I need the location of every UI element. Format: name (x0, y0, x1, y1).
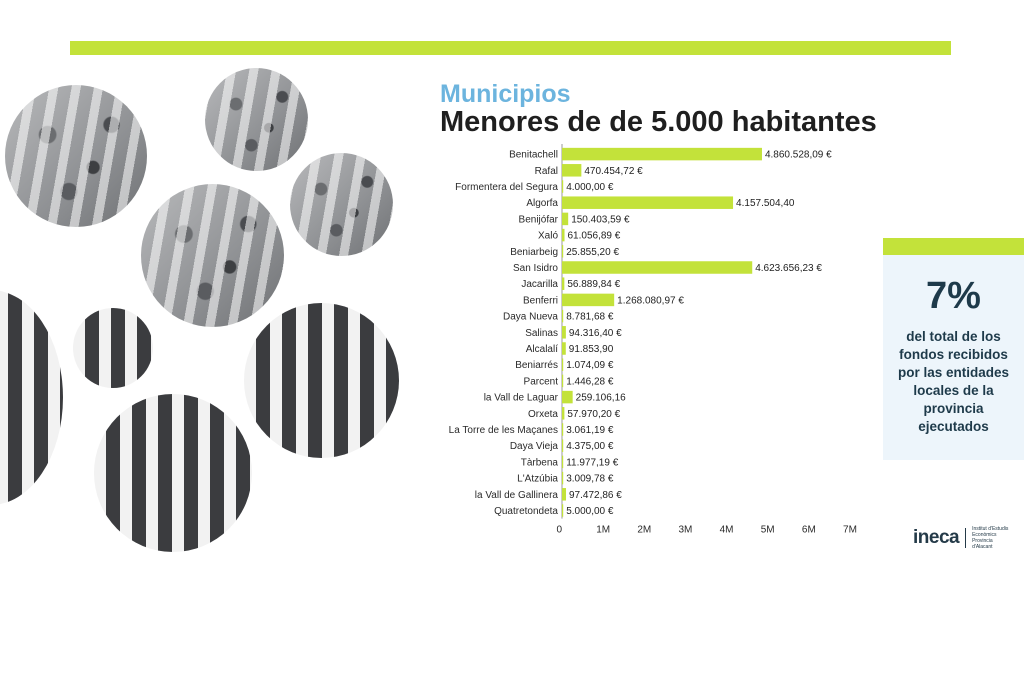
data-label: 91.853,90 (568, 344, 614, 355)
bar (562, 456, 563, 469)
data-label: 25.855,20 € (566, 246, 620, 258)
crowd-photo-7 (244, 303, 399, 458)
logo-tagline: Institut d'Estudis Econòmics Provincia d'Alacant (972, 526, 1009, 550)
category-label: Tàrbena (520, 457, 558, 469)
category-label: Beniarrés (515, 360, 558, 372)
municipality-bar-chart (430, 142, 860, 537)
data-label: 1.074,09 € (566, 360, 614, 372)
bar (562, 310, 563, 323)
bar (562, 180, 563, 193)
category-label: Xaló (537, 230, 558, 242)
bar (562, 439, 563, 452)
bar (562, 375, 563, 388)
section-title: Municipios (440, 80, 571, 108)
bar (562, 504, 563, 517)
category-label: Jacarilla (521, 279, 558, 291)
category-label: Benitachell (509, 149, 558, 161)
x-tick-label: 6M (801, 524, 816, 536)
data-label: 259.106,16 (575, 392, 626, 404)
bar (562, 213, 568, 226)
page-title: Menores de de 5.000 habitantes (440, 106, 877, 138)
bar (562, 277, 564, 290)
stat-description: del total de los fondos recibidos por las entidades locales de la provincia ejecutados (897, 329, 1010, 434)
bar (562, 358, 563, 371)
crowd-photo-3 (290, 153, 393, 256)
x-tick-label: 5M (760, 524, 775, 536)
bar (562, 196, 733, 209)
category-label: la Vall de Laguar (483, 392, 558, 404)
category-label: Alcalalí (525, 344, 558, 355)
data-label: 97.472,86 € (569, 489, 622, 501)
logo-divider (965, 528, 966, 548)
category-label: Orxeta (527, 408, 558, 420)
category-label: Parcent (523, 376, 558, 388)
logo-wordmark: ineca (913, 527, 960, 548)
category-label: Beniarbeig (510, 246, 558, 258)
crowd-photo-6 (73, 308, 153, 388)
x-tick-label: 3M (678, 524, 693, 536)
bar (562, 245, 563, 257)
bar (562, 326, 566, 339)
bar (562, 164, 581, 177)
x-tick-label: 1M (596, 524, 611, 536)
data-label: 5.000,00 € (566, 506, 614, 517)
data-label: 8.781,68 € (566, 311, 614, 323)
bar (562, 407, 564, 420)
crowd-photo-4 (141, 184, 284, 327)
data-label: 61.056,89 € (567, 230, 621, 242)
stat-card (883, 238, 1024, 460)
data-label: 150.403,59 € (571, 214, 630, 226)
data-label: 94.316,40 € (568, 327, 622, 339)
data-label: 11.977,19 € (566, 457, 619, 469)
category-label: Algorfa (526, 198, 558, 210)
bar (562, 472, 563, 485)
data-label: 4.157.504,40 (736, 198, 795, 210)
x-tick-label: 0 (556, 524, 562, 536)
category-label: Daya Nueva (502, 311, 558, 323)
category-label: Quatretondeta (494, 506, 558, 517)
data-label: 4.375,00 € (566, 441, 614, 453)
data-label: 4.623.656,23 € (755, 263, 822, 274)
category-label: Rafal (534, 165, 558, 177)
bar (562, 488, 566, 501)
data-label: 4.000,00 € (566, 182, 614, 193)
data-label: 470.454,72 € (584, 165, 643, 177)
bar (562, 294, 614, 307)
crowd-photo-8 (94, 394, 252, 552)
data-label: 1.268.080,97 € (617, 295, 684, 307)
category-label: Formentera del Segura (455, 182, 558, 193)
category-label: La Torre de les Maçanes (448, 425, 558, 436)
data-label: 1.446,28 € (566, 376, 614, 388)
bar (562, 423, 563, 436)
crowd-photo-5 (0, 290, 63, 505)
bar (562, 148, 762, 161)
x-tick-label: 4M (719, 524, 734, 536)
x-tick-label: 2M (637, 524, 652, 536)
category-label: la Vall de Gallinera (474, 489, 558, 501)
category-label: Benijófar (518, 214, 558, 226)
data-label: 57.970,20 € (567, 408, 621, 420)
category-label: Benferri (522, 295, 558, 307)
bar (562, 342, 566, 355)
stat-value: 7% (926, 275, 981, 317)
bar (562, 391, 573, 404)
category-label: L'Atzúbia (517, 473, 558, 485)
bar (562, 229, 565, 242)
category-label: Salinas (525, 327, 558, 339)
crowd-photo-2 (205, 68, 308, 171)
x-tick-label: 7M (843, 524, 857, 536)
category-label: San Isidro (512, 263, 558, 274)
data-label: 4.860.528,09 € (764, 149, 832, 161)
crowd-photo-1 (5, 85, 147, 227)
data-label: 3.061,19 € (566, 425, 614, 436)
data-label: 56.889,84 € (567, 279, 621, 291)
top-accent-bar (70, 41, 951, 55)
ineca-logo (913, 526, 1014, 550)
data-label: 3.009,78 € (566, 473, 614, 485)
bar (562, 261, 752, 274)
category-label: Daya Vieja (509, 441, 558, 453)
